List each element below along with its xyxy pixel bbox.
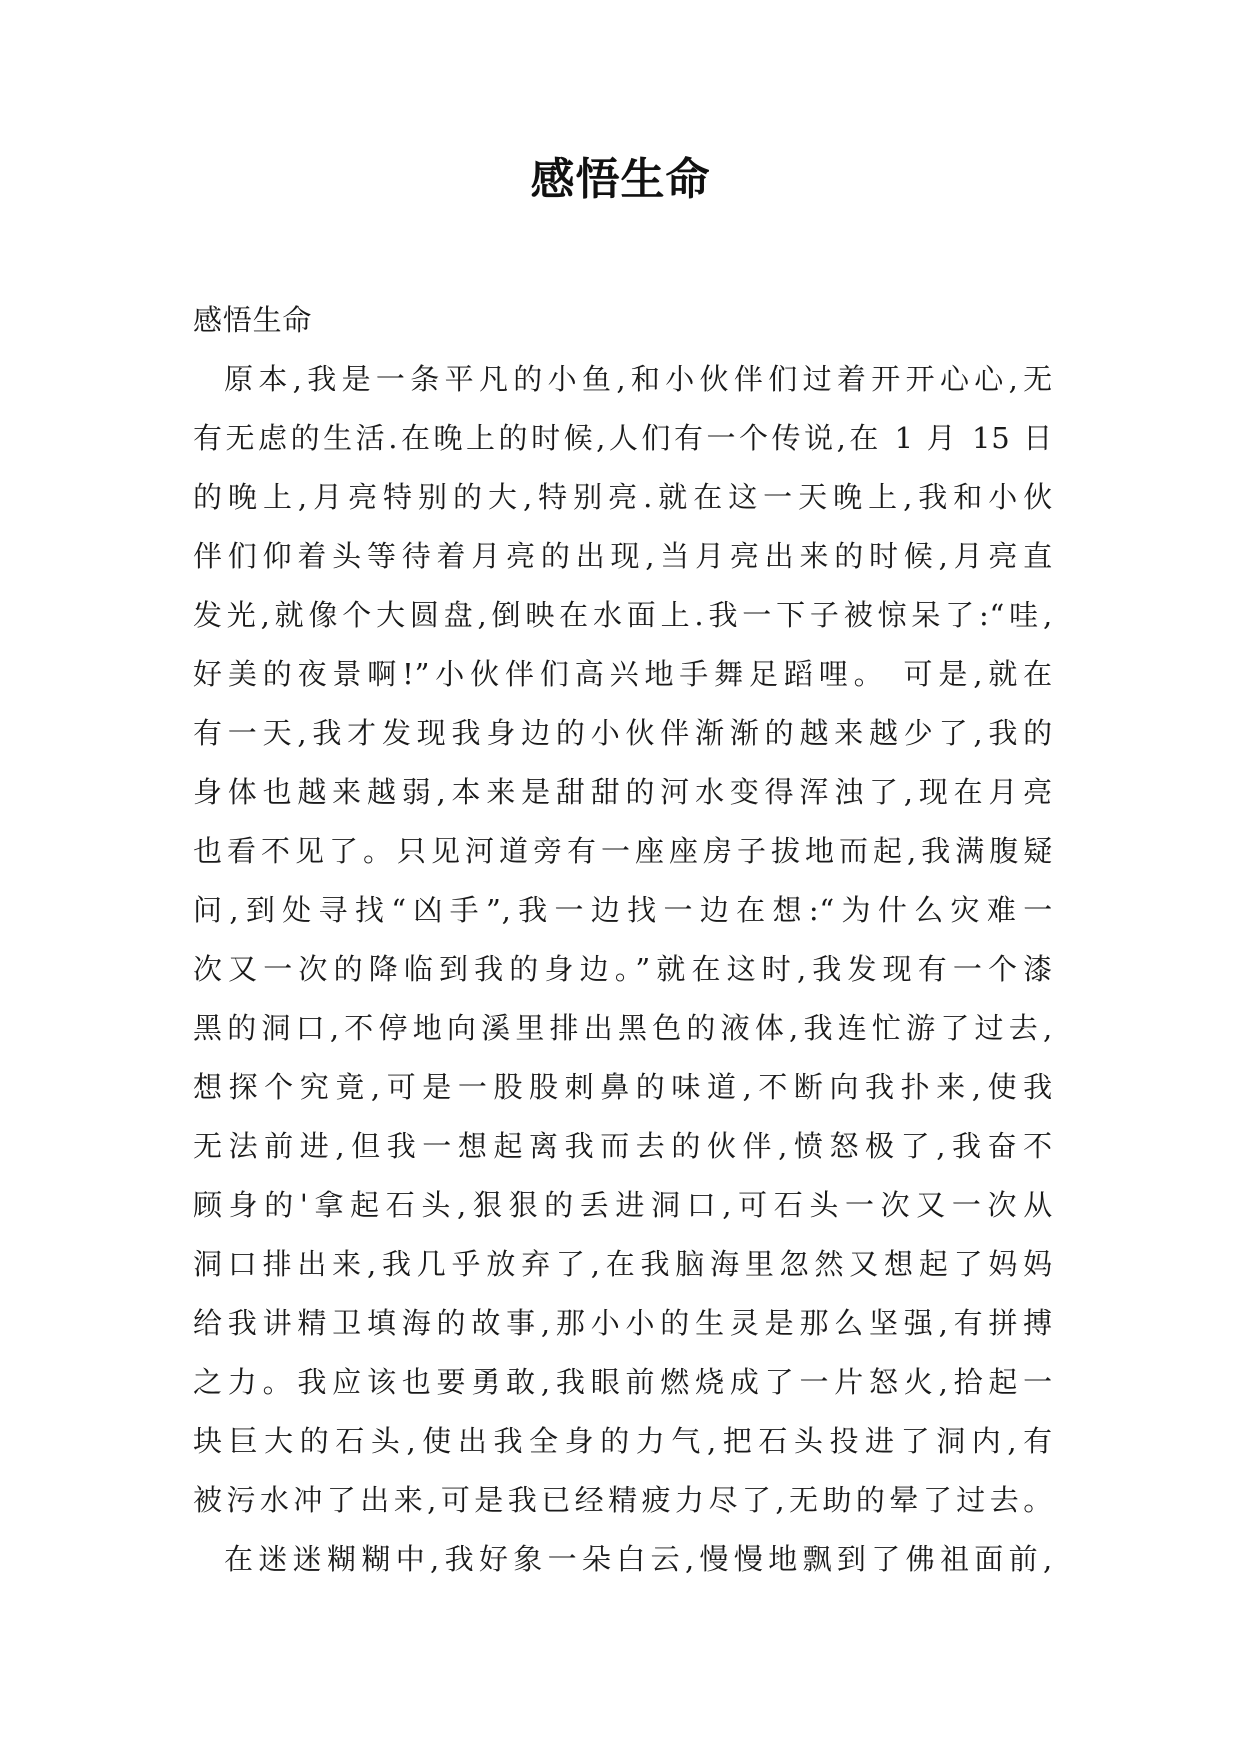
paragraph-line: 想探个究竟,可是一股股刺鼻的味道,不断向我扑来,使我 [193, 1070, 1053, 1104]
paragraph-line: 身体也越来越弱,本来是甜甜的河水变得浑浊了,现在月亮 [193, 775, 1053, 809]
paragraph-line: 无法前进,但我一想起离我而去的伙伴,愤怒极了,我奋不 [193, 1129, 1053, 1163]
paragraph-line: 有一天,我才发现我身边的小伙伴渐渐的越来越少了,我的 [193, 716, 1053, 750]
paragraph-line: 黑的洞口,不停地向溪里排出黑色的液体,我连忙游了过去, [193, 1011, 1053, 1045]
paragraph-line: 被污水冲了出来,可是我已经精疲力尽了,无助的晕了过去。 [193, 1483, 1053, 1517]
document-title: 感悟生命 [530, 154, 711, 205]
paragraph-line: 块巨大的石头,使出我全身的力气,把石头投进了洞内,有 [193, 1424, 1053, 1458]
paragraph-line: 有无虑的生活.在晚上的时候,人们有一个传说,在 1 月 15 日 [193, 421, 1053, 455]
paragraph-line: 次又一次的降临到我的身边。”就在这时,我发现有一个漆 [193, 952, 1053, 986]
paragraph-line: 在迷迷糊糊中,我好象一朵白云,慢慢地飘到了佛祖面前, [224, 1542, 1053, 1576]
paragraph-line: 问,到处寻找“凶手”,我一边找一边在想:“为什么灾难一 [193, 893, 1053, 927]
paragraph-line: 发光,就像个大圆盘,倒映在水面上.我一下子被惊呆了:“哇, [193, 598, 1053, 632]
paragraph-line: 也看不见了。只见河道旁有一座座房子拔地而起,我满腹疑 [193, 834, 1053, 868]
paragraph-line: 给我讲精卫填海的故事,那小小的生灵是那么坚强,有拼搏 [193, 1306, 1053, 1340]
paragraph-line: 伴们仰着头等待着月亮的出现,当月亮出来的时候,月亮直 [193, 539, 1053, 573]
subtitle-line: 感悟生命 [193, 303, 313, 337]
paragraph-line: 之力。我应该也要勇敢,我眼前燃烧成了一片怒火,拾起一 [193, 1365, 1053, 1399]
paragraph-line: 原本,我是一条平凡的小鱼,和小伙伴们过着开开心心,无 [224, 362, 1053, 396]
paragraph-line: 顾身的'拿起石头,狠狠的丢进洞口,可石头一次又一次从 [193, 1188, 1053, 1222]
paragraph-line: 的晚上,月亮特别的大,特别亮.就在这一天晚上,我和小伙 [193, 480, 1053, 514]
paragraph-line: 好美的夜景啊!”小伙伴们高兴地手舞足蹈哩。 可是,就在 [193, 657, 1053, 691]
paragraph-line: 洞口排出来,我几乎放弃了,在我脑海里忽然又想起了妈妈 [193, 1247, 1053, 1281]
document-body [193, 291, 1053, 1589]
